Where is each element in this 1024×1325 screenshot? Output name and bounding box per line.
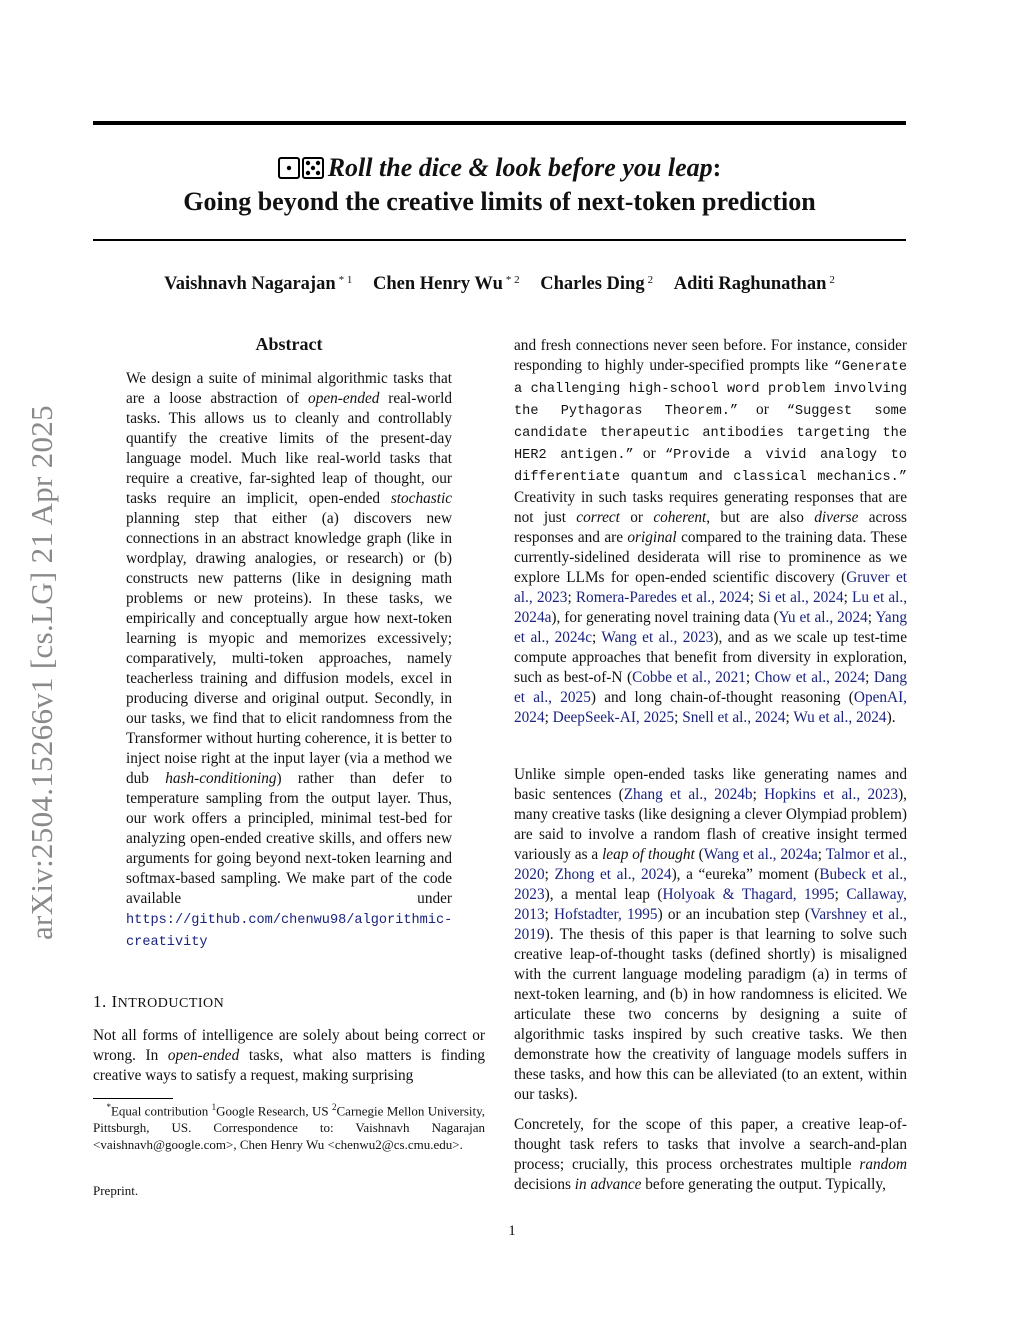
citation-link[interactable]: Snell et al., 2024 bbox=[682, 709, 786, 726]
citation-link[interactable]: Bubeck et al., 2023 bbox=[514, 866, 907, 903]
citation-link[interactable]: Zhang et al., 2024b bbox=[623, 786, 753, 803]
citation-link[interactable]: Romera-Paredes et al., 2024 bbox=[575, 589, 750, 606]
title-line-1: Roll the dice & look before you leap bbox=[327, 153, 713, 182]
body-paragraph: Unlike simple open-ended tasks like generating names and basic sentences (Zhang et al., 2024b; Hopkins et al., 2023), many creative tasks (like designing a clever Olympiad problem) are said to involve a random flash of creative insight termed variously as a leap of thought (Wang et al., 2024a; Talmor et al., 2020; Zhong et al., 2024), a “eureka” moment (Bubeck et al., 2023), a mental leap (Holyoak & Thagard, 1995; Callaway, 2013; Hofstadter, 1995) or an incubation step (Varshney et al., 2019). The thesis of this paper is that learning to solve such creative leap-of-thought tasks (defined shortly) is misaligned with the current language modeling paradigm (a) in terms of next-token learning, and (b) in how randomness is elicited. We articulate these two concerns by designing a suite of algorithmic tasks inspired by such creative tasks. We then demonstrate how the creativity of language models suffers in these tasks, and how this can be alleviated (to an extent, within our tasks). bbox=[514, 766, 908, 1103]
intro-paragraph: Not all forms of intelligence are solely about being correct or wrong. In open-ended tasks, what also matters is finding creative ways to satisfy a request, making surprising bbox=[93, 1027, 486, 1084]
body-paragraph: and fresh connections never seen before. For instance, consider responding to highly under-specified prompts like “Generate a challenging high-school word problem involving the Pythagoras Theorem.” or “Suggest some candidate therapeutic antibodies targeting the HER2 antigen.” or “Provide a vivid analogy to differentiate quantum and classical mechanics.” Creativity in such tasks requires generating responses that are not just correct or coherent, but are also diverse across responses and are original compared to the training data. These currently-sidelined desiderata will rise to prominence as we explore LLMs for open-ended scientific discovery (Gruver et al., 2023; Romera-Paredes et al., 2024; Si et al., 2024; Lu et al., 2024a), for generating novel training data (Yu et al., 2024; Yang et al., 2024c; Wang et al., 2023), and as we scale up test-time compute approaches that benefit from diversity in exploration, such as best-of-N (Cobbe et al., 2021; Chow et al., 2024; Dang et al., 2025) and long chain-of-thought reasoning (OpenAI, 2024; DeepSeek-AI, 2025; Snell et al., 2024; Wu et al., 2024). bbox=[514, 337, 908, 726]
abstract-text: We design a suite of minimal algorithmic tasks that are a loose abstraction of open-ended real-world tasks. This allows us to cleanly and controllably quantify the creative limits of the present-day language model. Much like real-world tasks that require a creative, far-sighted leap of thought, our tasks require an implicit, open-ended stochastic planning step that either (a) discovers new connections in an abstract knowledge graph (like in wordplay, drawing analogies, or research) or (b) constructs new patterns (like in designing math problems or new proteins). In these tasks, we empirically and conceptually argue how next-token learning is myopic and memorizes excessively; comparatively, multi-token approaches, namely teacherless training and diffusion models, excel in producing diverse and original output. Secondly, in our tasks, we find that to elicit randomness from the Transformer without hurting coherence, it is better to inject noise right at the input layer (via a method we dub hash-conditioning) rather than defer to temperature sampling from the output layer. Thus, our work offers a principled, minimal test-bed for analyzing open-ended creative skills, and offers new arguments for going beyond next-token learning and softmax-based sampling. We make part of the code available under https://github.com/chenwu98/algorithmic-creativity bbox=[126, 370, 453, 950]
citation-link[interactable]: Wang et al., 2024a bbox=[703, 846, 818, 863]
author: Vaishnavh Nagarajan $^{* 1}$ bbox=[164, 274, 353, 294]
citation-link[interactable]: Chow et al., 2024 bbox=[754, 669, 866, 686]
preprint-label: Preprint. bbox=[93, 1183, 139, 1198]
citation-link[interactable]: OpenAI, 2024 bbox=[514, 689, 907, 726]
citation-link[interactable]: Gruver et al., 2023 bbox=[514, 569, 907, 606]
citation-link[interactable]: Yang et al., 2024c bbox=[514, 609, 907, 646]
citation-link[interactable]: Dang et al., 2025 bbox=[514, 669, 908, 706]
page-number: 1 bbox=[508, 1223, 516, 1239]
dice-icon bbox=[278, 155, 324, 186]
title-line-2: Going beyond the creative limits of next-token prediction bbox=[183, 187, 816, 216]
citation-link[interactable]: Varshney et al., 2019 bbox=[514, 906, 907, 943]
citation-link[interactable]: Lu et al., 2024a bbox=[514, 589, 908, 626]
title-bottom-rule bbox=[93, 239, 906, 241]
citation-link[interactable]: Hofstadter, 1995 bbox=[554, 906, 658, 923]
body-paragraph: Concretely, for the scope of this paper, a creative leap-of-thought task refers to tasks that involve a search-and-plan process; crucially, this process orchestrates multiple random decisions in advance before generating the output. Typically, bbox=[514, 1116, 907, 1193]
title-top-rule bbox=[93, 121, 906, 125]
citation-link[interactable]: Zhong et al., 2024 bbox=[554, 866, 672, 883]
citation-link[interactable]: Wang et al., 2023 bbox=[601, 629, 714, 646]
citation-link[interactable]: Yu et al., 2024 bbox=[778, 609, 868, 626]
citation-link[interactable]: Hopkins et al., 2023 bbox=[764, 786, 899, 803]
code-url-link[interactable]: https://github.com/chenwu98/algorithmic-creativity bbox=[126, 913, 453, 950]
paper-title: Roll the dice & look before you leap: Going beyond the creative limits of next-token prediction bbox=[93, 152, 906, 217]
citation-link[interactable]: DeepSeek-AI, 2025 bbox=[552, 709, 675, 726]
citation-link[interactable]: Si et al., 2024 bbox=[758, 589, 844, 606]
footnote: *Equal contribution $^1$Google Research, US $^2$Carnegie Mellon University, Pittsburgh, US. Correspondence to: Vaishnavh Nagarajan <vaishnavh@google.com>, Chen Henry Wu <chenwu2@cs.cmu.edu>. bbox=[93, 1102, 486, 1153]
author: Aditi Raghunathan $^2$ bbox=[673, 274, 835, 294]
author: Chen Henry Wu $^{* 2}$ bbox=[373, 274, 520, 294]
abstract-heading: Abstract bbox=[255, 334, 323, 354]
author-list bbox=[93, 274, 906, 295]
citation-link[interactable]: Holyoak & Thagard, 1995 bbox=[662, 886, 835, 903]
citation-link[interactable]: Callaway, 2013 bbox=[514, 886, 908, 923]
citation-link[interactable]: Wu et al., 2024 bbox=[793, 709, 887, 726]
section-heading-introduction: 1. INTRODUCTION bbox=[93, 992, 225, 1011]
citation-link[interactable]: Talmor et al., 2020 bbox=[514, 846, 907, 883]
citation-link[interactable]: Cobbe et al., 2021 bbox=[632, 669, 746, 686]
arxiv-stamp: arXiv:2504.15266v1 [cs.LG] 21 Apr 2025 bbox=[24, 405, 59, 940]
author: Charles Ding $^2$ bbox=[540, 274, 654, 294]
